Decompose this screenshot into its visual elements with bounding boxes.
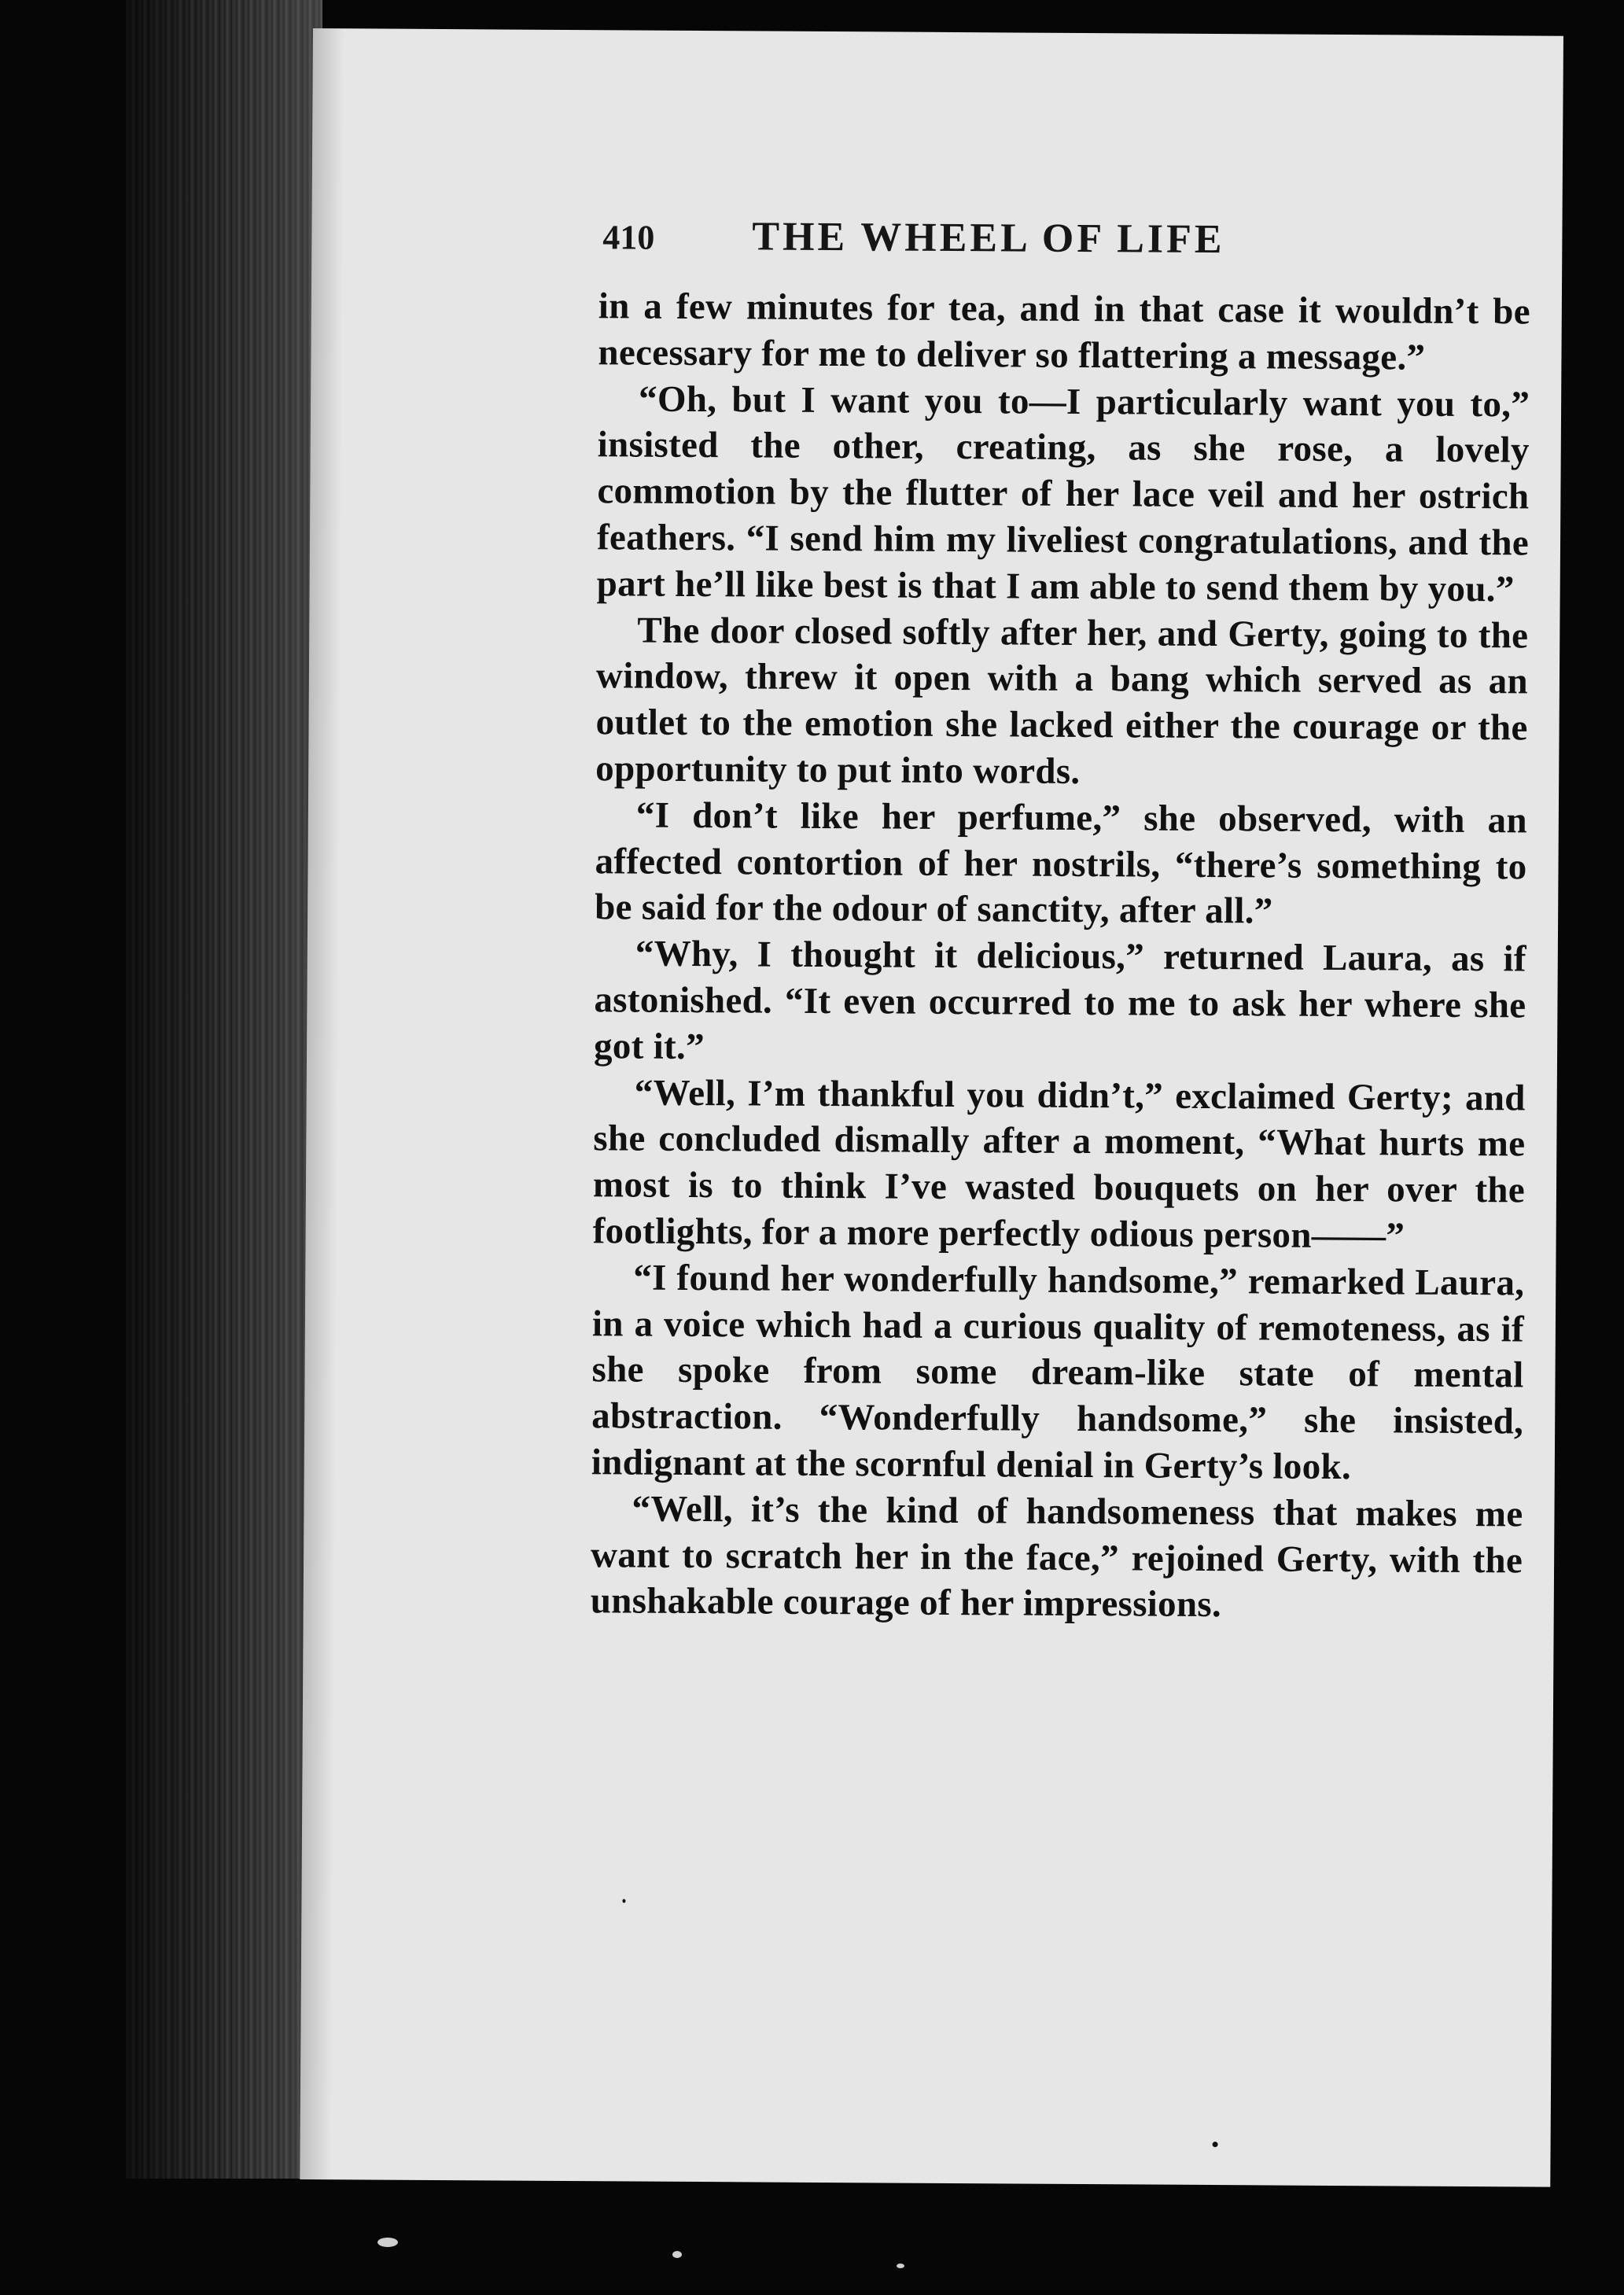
paragraph: “I found her wonderfully handsome,” remarked Laura, in a voice which had a curious quality of remoteness, as if she spoke from some dream-like state of mental abstraction. “Wonderfully handsome,” she insisted, indignant at the scornful denial in Gerty’s look. <box>591 1257 1525 1488</box>
paragraph: The door closed softly after her, and Gerty, going to the window, threw it open with a bang which served as an outlet to the emotion she lacked either the courage or the opportunity to put into words. <box>595 610 1529 792</box>
paragraph-continuation: in a few minutes for tea, and in that case it wouldn’t be necessary for me to deliver so flattering a message.” <box>598 285 1530 378</box>
running-head <box>602 212 1326 280</box>
paragraph: “Well, I’m thankful you didn’t,” exclaimed Gerty; and she concluded dismally after a moment, “What hurts me most is to think I’ve wasted bouquets on her over the footlights, for a more perfectly odious person——” <box>592 1072 1526 1257</box>
body-text <box>591 283 1530 1630</box>
ink-speck <box>1213 2142 1218 2147</box>
dust-speck <box>672 2251 682 2258</box>
book-page <box>300 28 1563 2187</box>
dust-speck <box>377 2238 398 2247</box>
running-title: THE WHEEL OF LIFE <box>752 214 1225 263</box>
paragraph: “Well, it’s the kind of handsomeness that makes me want to scratch her in the face,” rejoined Gerty, with the unshakable courage of her impressions. <box>590 1488 1523 1626</box>
paragraph: “Oh, but I want you to—I particularly want you to,” insisted the other, creating, as she rose, a lovely commotion by the flutter of her lace veil and her ostrich feathers. “I send him my liveliest congratulations, and the part he’ll like best is that I am able to send them by you.” <box>596 378 1530 610</box>
paragraph: “Why, I thought it delicious,” returned Laura, as if astonished. “It even occurred to me to ask her where she got it.” <box>593 933 1526 1067</box>
ink-speck <box>622 1899 625 1903</box>
paragraph: “I don’t like her perfume,” she observed, with an affected contortion of her nostrils, “there’s something to be said for the odour of sanctity, after all.” <box>595 794 1528 932</box>
dust-speck <box>897 2264 904 2268</box>
book-page-edges <box>126 0 322 2179</box>
page-number: 410 <box>602 218 655 257</box>
